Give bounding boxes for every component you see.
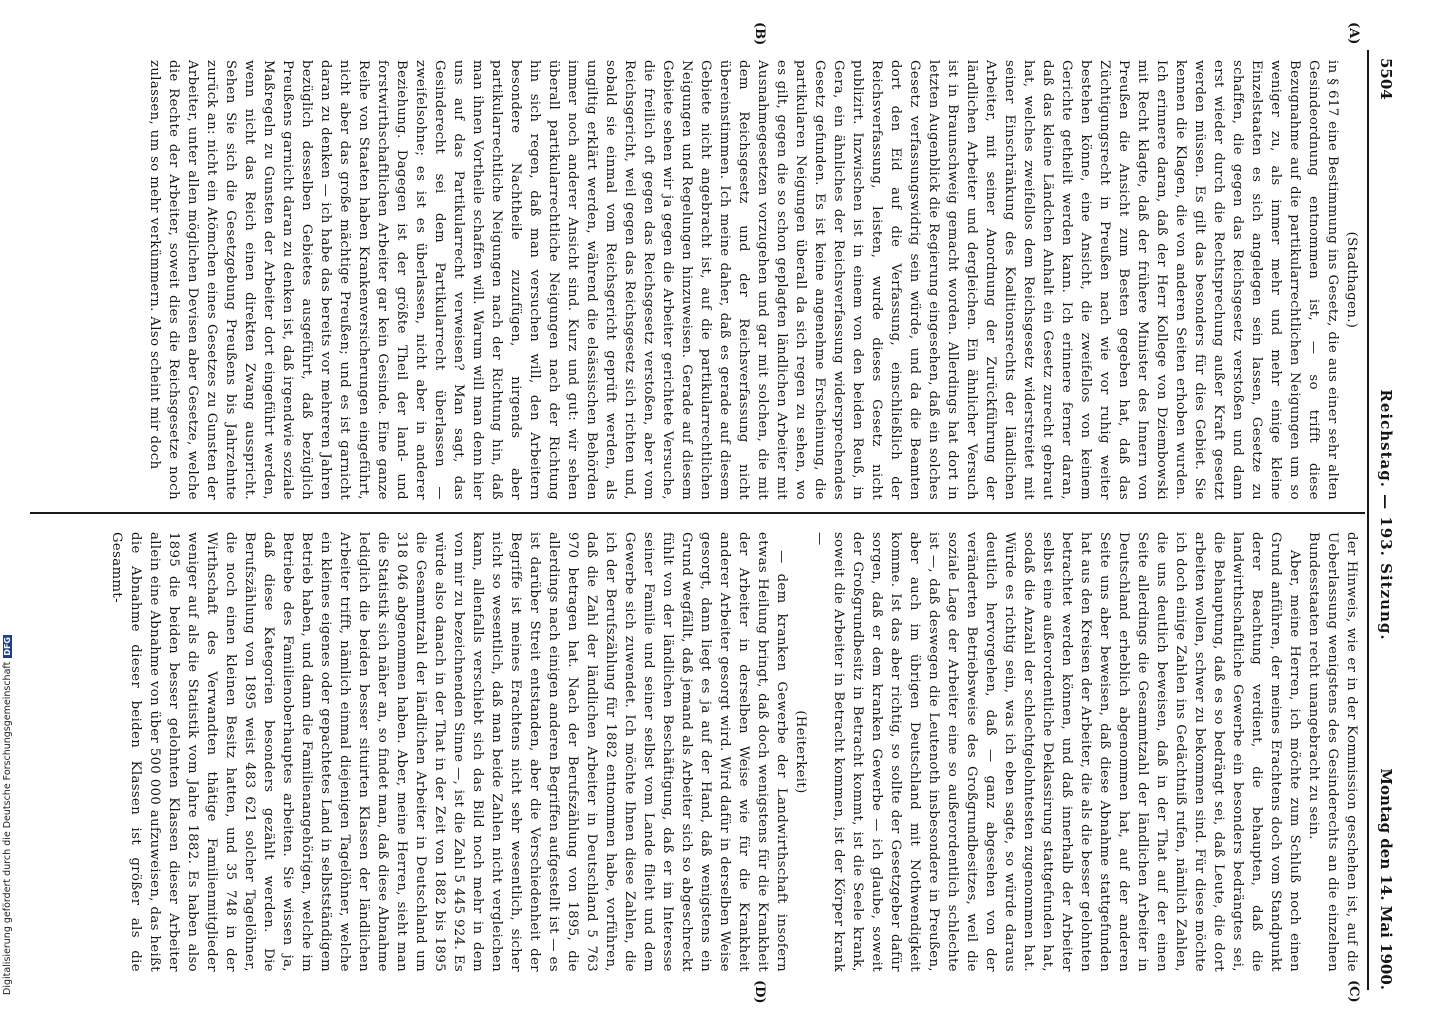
margin-marker-c: (C) (1346, 980, 1361, 1003)
page-number: 5504 (1377, 58, 1395, 100)
footer-credit (0, 0, 20, 1000)
page-header (1371, 20, 1397, 1010)
dfg-logo: DFG (3, 637, 12, 656)
paragraph: Aber, meine Herren, ich möchte zum Schluß noch einen Grund anführen, der meines Erachtens doch vom Standpunkt derer Beachtung verdient, die behaupten, daß die landwirthschaftliche Gewerbe ein besonders bedrängtes sei, die Behauptung, daß es so bedrängt sei, daß Leute, die dort arbeiten wollen, schwer zu bekommen sind. Für diese möchte ich doch einige Zahlen ins Gedächtniß rufen, nämlich Zahlen, die uns deutlich beweisen, daß in der That auf der einen Seite allerdings die Gesammtzahl der ländlichen Arbeiter in Deutschland erheblich abgenommen hat, auf der anderen Seite uns aber beweisen, daß diese Abnahme stattgefunden hat aus den Kreisen der Arbeiter, die als die besser gelohnten betrachtet werden können, und daß innerhalb der Arbeiter selbst eine außerordentliche Deklassirung stattgefunden hat, sodaß die Anzahl der schlechtgelohntesten zugenommen hat. Würde es richtig sein, was ich eben sagte, so würde daraus deutlich hervorgehen, daß — ganz abgesehen von der veränderten Betriebsweise des Großgrundbesitzes, weil die soziale Lage der Arbeiter eine so außerordentlich schlechte ist —, daß deswegen die Leutenoth insbesondere in Preußen, aber auch im übrigen Deutschland mit Nothwendigkeit komme. Ist das aber richtig, so sollte der Gesetzgeber dafür sorgen, daß er dem kranken Gewerbe — ich glaube, soweit der Großgrundbesitz in Betracht kommt, ist die Seele krank, soweit die Arbeiter in Betracht kommen, ist der Körper krank — (812, 532, 1302, 972)
margin-marker-d: (D) (752, 980, 767, 1004)
margin-marker-b: (B) (752, 22, 767, 46)
column-divider (30, 512, 1365, 514)
page-title: Reichstag. — 193. Sitzung. (1377, 389, 1395, 641)
paragraph: in § 617 eine Bestimmung ins Gesetz, die aus einer sehr alten Gesindeordnung entnommen ist, — so trifft diese Bezugnahme auf die partikularrechtlichen Neigungen um so weniger zu, als immer mehr und mehr einige kleine Einzelstaaten es sich angelegen sein lassen, Gesetze zu schaffen, die gegen das Reichsgesetz verstoßen und dann erst wieder durch die Rechtsprechung außer Kraft gesetzt werden müssen. Es gilt das besonders für dies Gebiet. Sie kennen die Klagen, die von anderen Seiten erhoben wurden. Ich erinnere daran, daß der Herr Kollege von Dziembowski mit Recht klagte, daß der frühere Minister des Innern von Preußen die Ansicht zum Besten gegeben hat, daß das Züchtigungsrecht in Preußen nach wie vor ruhig weiter bestehen könne, eine Ansicht, die zweifellos von keinem Gerichte getheilt werden kann. Ich erinnere ferner daran, daß das kleine Ländchen Anhalt ein Gesetz zurecht gebraut hat, welches zweifellos dem Reichsgesetz widerstreitet mit seiner Einschränkung des Koalitionsrechts der ländlichen Arbeiter, mit seiner Anordnung der Zurückführung der ländlichen Arbeiter und dergleichen. Ein ähnlicher Versuch ist in Braunschweig gemacht worden. Allerdings hat dort in letzten Augenblick die Regierung eingesehen, daß ein solches Gesetz verfassungswidrig sein würde, und da die Beamten dort den Eid auf die Verfassung, einschließlich der Reichsverfassung, leisten, wurde dieses Gesetz nicht publizirt. Inzwischen ist in einem von den beiden Reuß, in Gera, ein ähnliches der Reichsverfassung widersprechendes Gesetz gefunden. Es ist keine angenehme Erscheinung, die partikularen Neigungen überall da sich regen zu sehen, wo es gilt, gegen die so schon geplagten ländlichen Arbeiter mit Ausnahmegesetzen vorzugehen und gar mit solchen, die mit dem Reichsgesetz und der Reichsverfassung nicht übereinstimmen. Ich meine daher, daß es gerade auf diesem Gebiete nicht angebracht ist, auf die partikularrechtlichen Neigungen und Regelungen hinzuweisen. Gerade auf diesem Gebiete sehen wir ja gegen die Arbeiter gerichtete Versuche, die freilich oft gegen das Reichsgesetz verstoßen, aber vom Reichsgericht, weil gegen das Reichsgesetz sich richten und, sobald sie einmal vom Reichsgericht geprüft werden, als ungiltig erklärt werden, während die elsässischen Behörden immer noch anderer Ansicht sind. Kurz und gut: wir sehen überall partikularrechtliche Neigungen nach der Richtung hin sich regen, daß man versuchen will, den Arbeitern besondere Nachtheile zuzufügen, nirgends aber partikularrechtliche Neigungen nach der Richtung hin, daß man ihnen Vortheile schaffen will. Warum will man denn hier uns auf das Partikularrecht verweisen? Man sagt, das Gesinderecht sei dem Partikularrecht überlassen — zweifelsohne; es ist es überlassen, nicht aber in anderer Beziehung. Dagegen ist der größte Theil der land- und forstwirthschaftlichen Arbeiter gar kein Gesinde. Eine ganze Reihe von Staaten haben Krankenversicherungen eingeführt, nicht aber das große mächtige Preußen; und es ist garnicht daran zu denken — ich habe das bereits vor mehreren Jahren bezüglich desselben Gebietes ausgeführt, daß bezüglich Preußens garnicht daran zu denken ist, daß irgendwie soziale Maßregeln zu Gunsten der Arbeiter dort eingeführt werden, wenn nicht das Reich einen direkten Zwang ausspricht. Sehen Sie sich die Gesetzgebung Preußens bis Jahrzehnte zurück an: nicht ein Atömchen eines Gesetzes zu Gunsten der Arbeiter, unter allen möglichen Devisen aber Gesetze, welche die Rechte der Arbeiter, soweit dies die Reichsgesetze noch zulassen, um so mehr verkümmern. Also scheint mir doch (147, 60, 1340, 500)
session-date: Montag den 14. Mai 1900. (1377, 768, 1395, 990)
speaker-name: (Stadthagen.) (1344, 231, 1359, 329)
paragraph: der Hinweis, wie er in der Kommission geschehen ist, auf die Ueberlassung wenigstens des Gesinderechts an die einzelnen Bundesstaaten recht unangebracht zu sein. (1306, 532, 1359, 972)
document-page (27, 20, 1397, 1010)
margin-marker-a: (A) (1346, 22, 1361, 45)
left-column (36, 60, 1361, 500)
header-rule (1367, 50, 1369, 990)
paragraph: — dem kranken Gewerbe der Landwirthschaft insofern etwas Heilung bringt, daß doch wenigstens für die Krankheit der Arbeiter in derselben Weise wie für die Krankheit anderer Arbeiter gesorgt wird. Wird dafür in derselben Weise gesorgt, dann liegt es ja auf der Hand, daß wenigstens ein Grund wegfällt, daß jemand als Arbeiter sich so abgeschreckt fühlt von der ländlichen Beschäftigung, daß er im Interesse seiner Familie und seiner selbst vom Lande flieht und dem Gewerbe sich zuwendet. Ich möchte Ihnen diese Zahlen, die ich der Berufszählung für 1882 entnommen habe, vorführen, daß die Zahl der ländlichen Arbeiter in Deutschland 5 763 970 betragen hat. Nach der Berufszählung von 1895, die allerdings nach einigen anderen Begriffen aufgestellt ist — es ist darüber Streit entstanden, aber die Verschiedenheit der Begriffe ist meines Erachtens nicht sehr wesentlich, sicher nicht so wesentlich, daß man beide Zahlen nicht vergleichen kann, allenfalls verschiebt sich das Bild noch mehr in dem von mir zu bezeichnenden Sinne —, ist die Zahl 5 445 924. Es würde also danach in der That in der Zeit von 1882 bis 1895 die Gesammtzahl der ländlichen Arbeiter in Deutschland um 318 046 abgenommen haben. Aber, meine Herren, sieht man die Statistik sich näher an, so findet man, daß diese Abnahme lediglich die beiden besser situirten Klassen der ländlichen Arbeiter trifft, nämlich einmal diejenigen Tagelöhner, welche ein kleines eigenes oder gepachtetes Land in selbstständigem Betrieb haben, und dann die Familienangehörigen, welche im Betriebe des Familienoberhauptes arbeiten. Sie wissen ja, daß diese Kategorien besonders gezählt werden. Die Berufszählung von 1895 weist 483 621 solcher Tagelöhner, die noch einen kleinen Besitz hatten, und 35 748 in der Wirthschaft des Verwandten thätige Familienmitglieder weniger auf als die Statistik vom Jahre 1882. Es haben also 1895 die beiden besser gelohnten Klassen dieser Arbeiter allein eine Abnahme von über 500 000 aufzuweisen, das heißt die Abnahme dieser beiden Klassen ist größer als die Gesammt- (109, 532, 789, 972)
interjection: (Heiterkeit) (793, 710, 808, 794)
credit-text: Digitalisierung gefördert durch die Deutsche Forschungsgemeinschaft (2, 661, 13, 995)
right-column (36, 532, 1361, 972)
